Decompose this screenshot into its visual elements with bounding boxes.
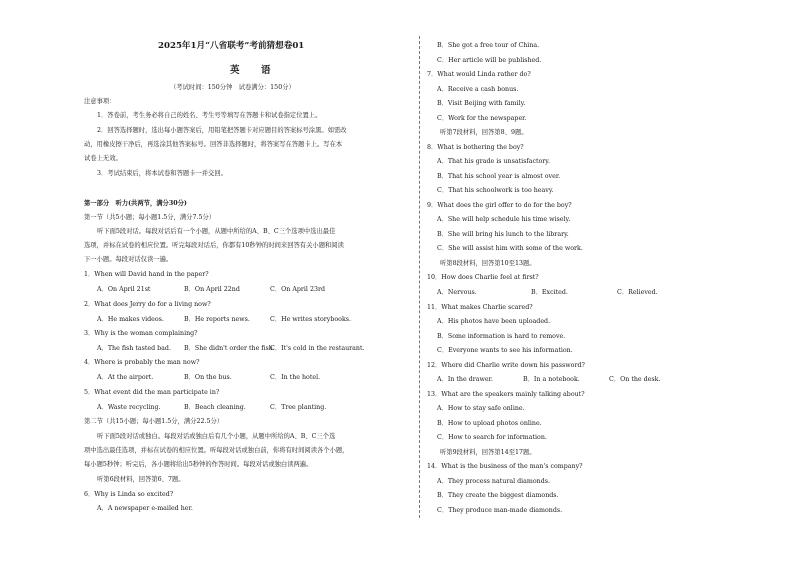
option-c: C．She will assist him with some of the work. <box>437 245 583 252</box>
subject-title: 英 语 <box>230 65 277 76</box>
section2-instruction: 每小题5秒钟；听完后，各小题将给出5秒钟的作答时间。每段对话或独白读两遍。 <box>84 461 313 468</box>
option-c: C．How to search for information. <box>437 434 547 441</box>
question-text: 8．What is bothering the boy? <box>427 144 524 151</box>
material-note: 听第6段材料，回答第6、7题。 <box>97 476 185 483</box>
question-text: 11．What makes Charlie scared? <box>427 304 533 311</box>
section2-instruction: 听下面5段对话或独白。每段对话或独白后有几个小题，从题中所给的A、B、C三个选 <box>97 433 336 440</box>
option-b: B．She didn't order the fish. <box>184 345 275 352</box>
question-text: 6．Why is Linda so excited? <box>84 491 174 498</box>
question-text: 10．How does Charlie feel at first? <box>427 274 539 281</box>
question-text: 7．What would Linda rather do? <box>427 71 531 78</box>
notes-heading: 注意事项： <box>84 98 116 105</box>
option-a: A．She will help schedule his time wisely. <box>437 216 571 223</box>
option-b: B．That his school year is almost over. <box>437 173 561 180</box>
option-c: C．On April 23rd <box>270 286 326 293</box>
option-c: C．In the hotel. <box>270 374 321 381</box>
section2-instruction: 项中选出最佳选项，并标在试卷的相应位置。听每段对话或独白前，你将有时间阅读各个小题， <box>84 447 349 454</box>
option-a: A．Nervous. <box>437 289 477 296</box>
note-line: 动，用橡皮擦干净后，再选涂其他答案标号。回答非选择题时，将答案写在答题卡上。写在本 <box>84 141 343 148</box>
note-line: 3．考试结束后，将本试卷和答题卡一并交回。 <box>97 170 227 177</box>
question-text: 13．What are the speakers mainly talking about? <box>427 391 585 398</box>
option-a: A．His photos have been uploaded. <box>437 318 551 325</box>
option-b: B．Excited. <box>531 289 568 296</box>
material-note: 听第8段材料，回答第10至13题。 <box>440 260 536 267</box>
option-c: C．Relieved. <box>617 289 658 296</box>
section2-heading: 第二节（共15小题；每小题1.5分，满分22.5分） <box>84 418 224 425</box>
option-b: B．Beach cleaning. <box>184 404 246 411</box>
option-b: B．Visit Beijing with family. <box>437 100 526 107</box>
option-a: A．Receive a cash bonus. <box>437 86 519 93</box>
option-a: A．That his grade is unsatisfactory. <box>437 158 551 165</box>
question-text: 3．Why is the woman complaining? <box>84 330 198 337</box>
option-b: B．Some information is hard to remove. <box>437 333 566 340</box>
note-line: 1．答卷前，考生务必将自己的姓名、考生号等填写在答题卡和试卷指定位置上。 <box>97 112 322 119</box>
question-text: 1．When will David hand in the paper? <box>84 271 209 278</box>
option-a: A．He makes videos. <box>97 316 164 323</box>
question-text: 14．What is the business of the man's company? <box>427 463 583 470</box>
material-note: 听第9段材料，回答第14至17题。 <box>440 449 536 456</box>
question-text: 12．Where did Charlie write down his password? <box>427 362 585 369</box>
option-c: C．It's cold in the restaurant. <box>270 345 365 352</box>
option-b: B．On the bus. <box>184 374 232 381</box>
option-c: C．Her article will be published. <box>437 57 542 64</box>
exam-info: （考试时间：150分钟 试卷满分：150分） <box>170 84 295 91</box>
part1-heading: 第一部分 听力(共两节，满分30分) <box>84 200 187 207</box>
option-a: A．On April 21st <box>97 286 151 293</box>
option-b: B．On April 22nd <box>184 286 240 293</box>
material-note: 听第7段材料，回答第8、9题。 <box>440 129 528 136</box>
option-a: A．How to stay safe online. <box>437 405 525 412</box>
option-c: C．Everyone wants to see his information. <box>437 347 573 354</box>
question-text: 4．Where is probably the man now? <box>84 359 200 366</box>
option-a: A．Waste recycling. <box>97 404 161 411</box>
option-b: B．She got a free tour of China. <box>437 42 540 49</box>
note-line: 试卷上无效。 <box>84 155 122 162</box>
section1-instruction: 下一小题。每段对话仅读一遍。 <box>84 256 173 263</box>
option-c: C．He writes storybooks. <box>270 316 352 323</box>
option-c: C．Tree planting. <box>270 404 327 411</box>
section1-instruction: 选项，并标在试卷的相应位置。听完每段对话后，你都有10秒钟的时间来回答有关小题和阅读 <box>84 242 344 249</box>
option-a: A．At the airport. <box>97 374 154 381</box>
option-c: C．That his schoolwork is too heavy. <box>437 187 554 194</box>
option-b: B．In a notebook. <box>523 376 580 383</box>
question-text: 5．What event did the man participate in? <box>84 389 220 396</box>
column-divider <box>419 36 420 518</box>
note-line: 2．回答选择题时，选出每小题答案后，用铅笔把答题卡对应题目的答案标号涂黑。如需改 <box>97 127 347 134</box>
section1-instruction: 听下面5段对话。每段对话后有一个小题，从题中所给的A、B、C三个选项中选出最佳 <box>97 228 336 235</box>
option-b: B．She will bring his lunch to the library. <box>437 231 569 238</box>
option-c: C．They produce man-made diamonds. <box>437 507 563 514</box>
option-a: A．They process natural diamonds. <box>437 478 550 485</box>
option-b: B．He reports news. <box>184 316 250 323</box>
exam-title: 2025年1月“八省联考”考前猜想卷01 <box>158 41 305 51</box>
section1-heading: 第一节（共5小题；每小题1.5分，满分7.5分） <box>84 214 216 221</box>
option-c: C．Work for the newspaper. <box>437 115 527 122</box>
option-c: C．On the desk. <box>609 376 661 383</box>
option-b: B．How to upload photos online. <box>437 420 542 427</box>
option-b: B．They create the biggest diamonds. <box>437 492 559 499</box>
option-a: A．In the drawer. <box>437 376 493 383</box>
question-text: 2．What does Jerry do for a living now? <box>84 301 211 308</box>
option-a: A．The fish tasted bad. <box>97 345 171 352</box>
question-text: 9．What does the girl offer to do for the boy? <box>427 202 572 209</box>
option-a: A．A newspaper e-mailed her. <box>97 505 193 512</box>
